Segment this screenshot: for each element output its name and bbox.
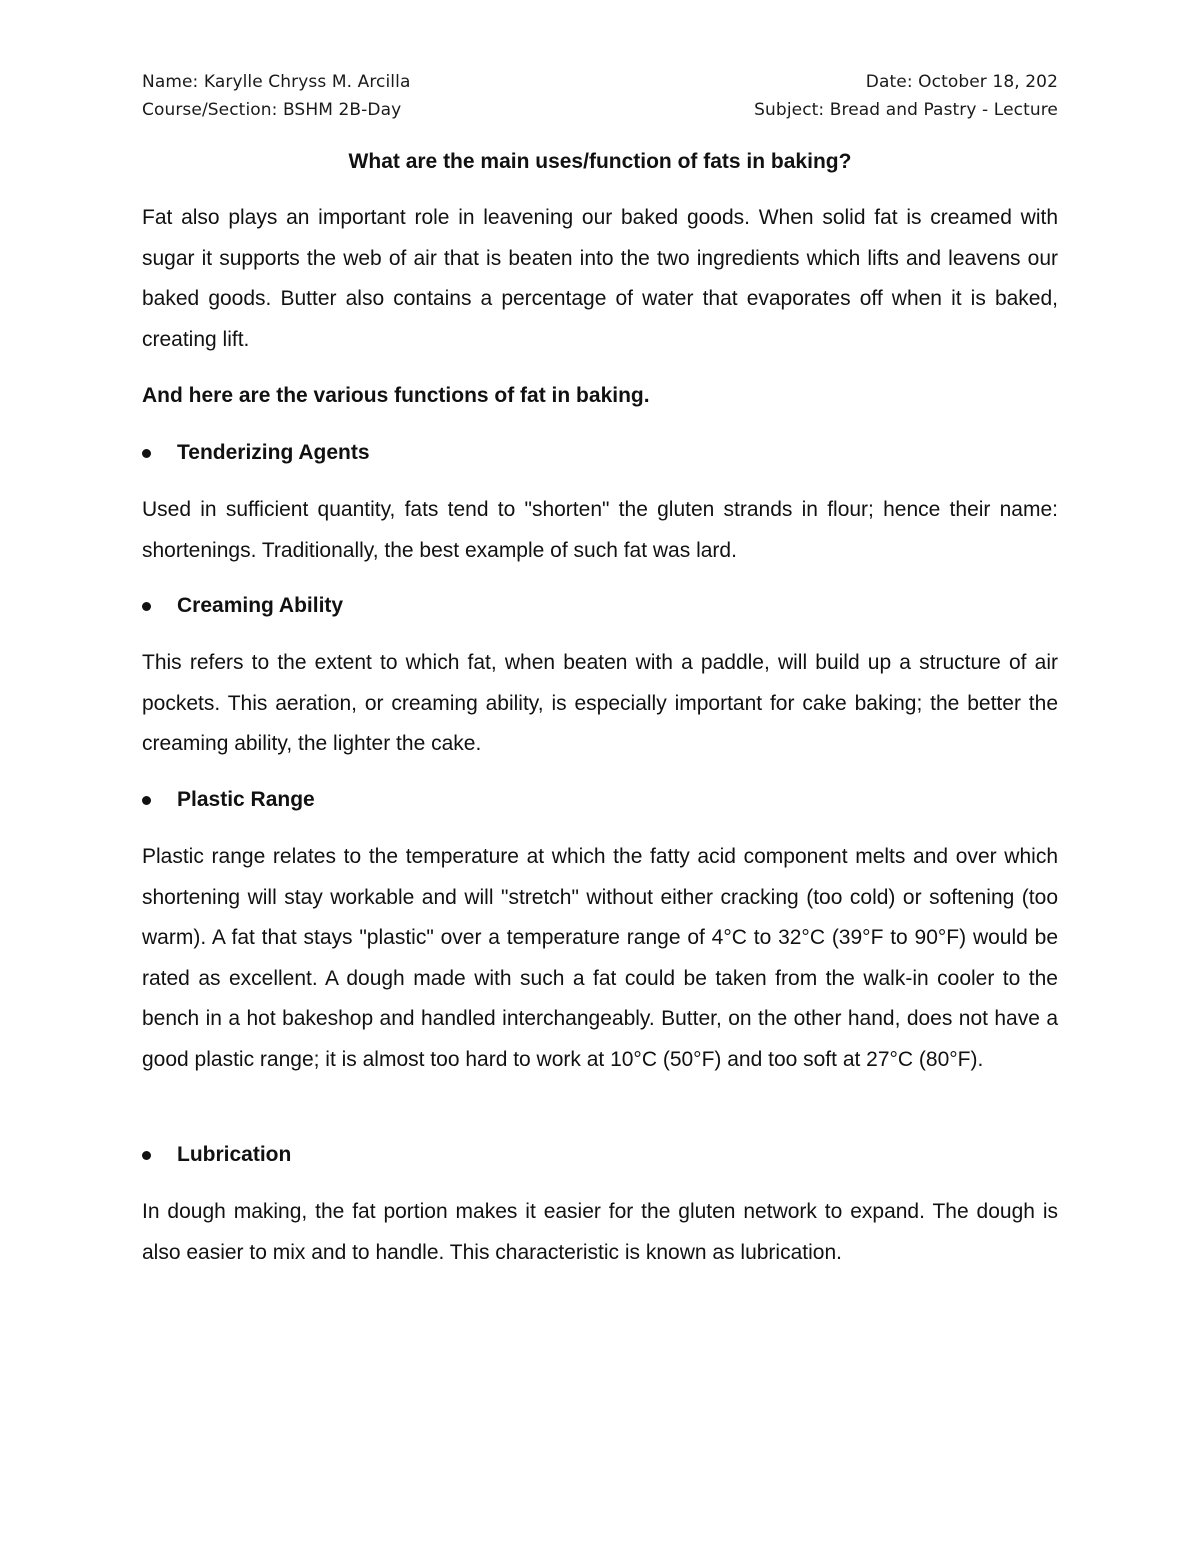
section-title: Tenderizing Agents [177,441,370,464]
section-heading-lubrication [142,1143,1058,1167]
functions-heading: And here are the various functions of fat in baking. [142,384,650,407]
section-body-creaming: This refers to the extent to which fat, when beaten with a paddle, will build up a structure of air pockets. This aeration, or creaming ability, is especially important for cake baking; the better the creaming ability, the lighter the cake. [142,651,1058,755]
section-body-tenderizing: Used in sufficient quantity, fats tend to "shorten" the gluten strands in flour; hence their name: shortenings. Traditionally, the best example of such fat was lard. [142,498,1058,562]
header-row-1 [142,72,1058,92]
section-title: Creaming Ability [177,594,344,617]
bullet-icon [142,796,151,805]
section-heading-tenderizing [142,441,1058,465]
subject-field: Subject: Bread and Pastry - Lecture [754,100,1058,120]
course-section: Course/Section: BSHM 2B-Day [142,100,402,120]
section-title: Plastic Range [177,788,315,811]
section-body-lubrication: In dough making, the fat portion makes it easier for the gluten network to expand. The dough is also easier to mix and to handle. This characteristic is known as lubrication. [142,1200,1058,1264]
question-title: What are the main uses/function of fats in baking? [348,150,852,173]
section-heading-creaming [142,594,1058,618]
bullet-icon [142,602,151,611]
header-row-2 [142,100,1058,120]
student-name: Name: Karylle Chryss M. Arcilla [142,72,411,92]
section-body-plastic-range: Plastic range relates to the temperature at which the fatty acid component melts and over which shortening will stay workable and will "stretch" without either cracking (too cold) or softening (too warm). A fat that stays "plastic" over a temperature range of 4°C to 32°C (39°F to 90°F) would be rated as excellent. A dough made with such a fat could be taken from the walk-in cooler to the bench in a hot bakeshop and handled interchangeably. Butter, on the other hand, does not have a good plastic range; it is almost too hard to work at 10°C (50°F) and too soft at 27°C (80°F). [142,845,1058,1071]
section-heading-plastic-range [142,788,1058,812]
intro-paragraph: Fat also plays an important role in leavening our baked goods. When solid fat is creamed with sugar it supports the web of air that is beaten into the two ingredients which lifts and leavens our baked goods. Butter also contains a percentage of water that evaporates off when it is baked, creating lift. [142,206,1058,351]
date-field: Date: October 18, 202 [865,72,1058,92]
section-title: Lubrication [177,1143,292,1166]
bullet-icon [142,449,151,458]
bullet-icon [142,1151,151,1160]
